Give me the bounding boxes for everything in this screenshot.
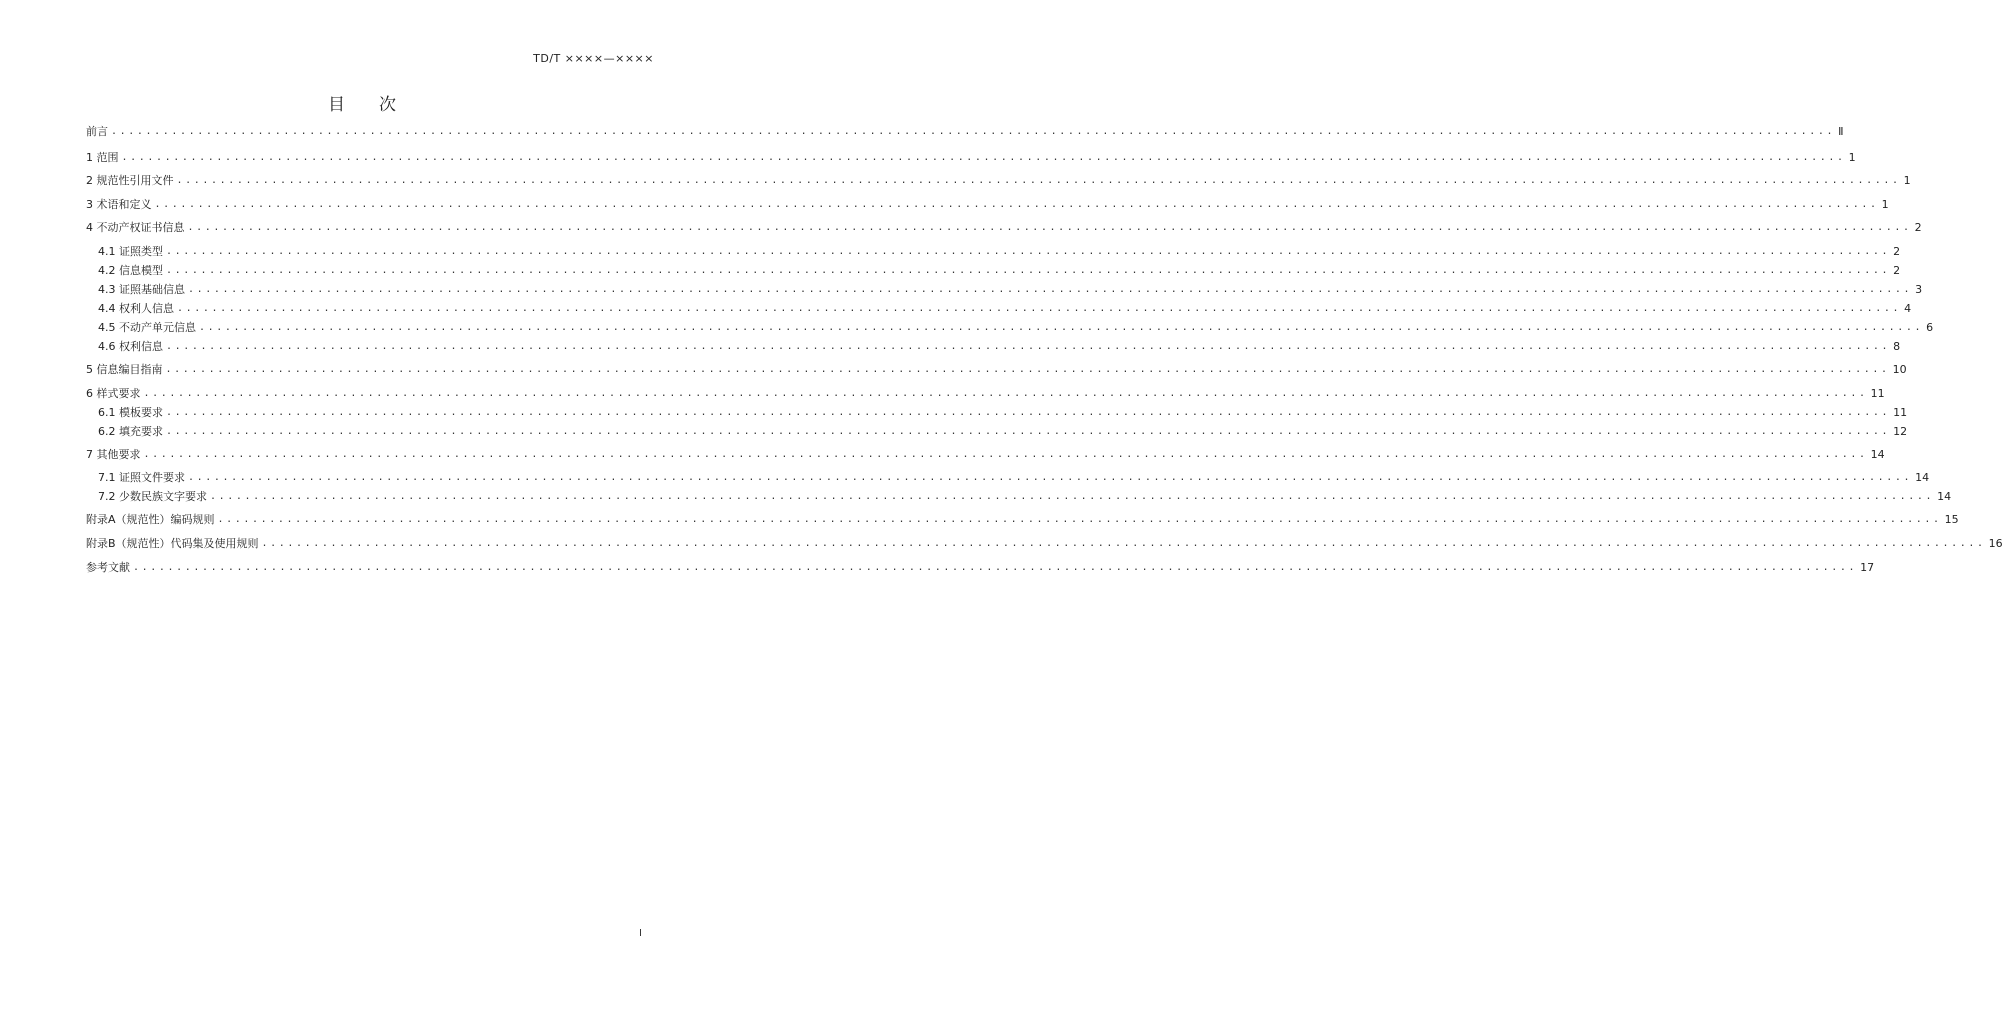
toc-entry-label: 参考文献: [86, 561, 130, 574]
toc-entry[interactable]: [86, 150, 1856, 166]
toc-entry[interactable]: [86, 447, 1885, 463]
toc-leader-dots: ........................................................................................................................................................................................................: [210, 491, 1935, 502]
toc-entry-page: 8: [1893, 340, 1901, 353]
toc-entry-label: 7.2 少数民族文字要求: [98, 490, 207, 503]
page-title: 目次: [328, 95, 430, 115]
toc-leader-dots: ........................................................................................................................................................................................................: [111, 126, 1836, 137]
toc-leader-dots: ........................................................................................................................................................................................................: [188, 284, 1913, 295]
toc-entry-page: 1: [1881, 198, 1889, 211]
toc-leader-dots: ........................................................................................................................................................................................................: [166, 246, 1891, 257]
toc-entry-page: 2: [1914, 221, 1922, 234]
toc-leader-dots: ........................................................................................................................................................................................................: [154, 199, 1879, 210]
toc-entry-label: 4.3 证照基础信息: [98, 283, 185, 296]
toc-entry-label: 1 范围: [86, 151, 119, 164]
toc-entry-page: 17: [1860, 561, 1875, 574]
toc-entry-page: 14: [1915, 471, 1930, 484]
toc-entry-label: 4.2 信息模型: [98, 264, 163, 277]
toc-entry[interactable]: [98, 244, 1901, 260]
toc-entry-label: 4 不动产权证书信息: [86, 221, 185, 234]
toc-entry[interactable]: [86, 173, 1911, 189]
standard-code: TD/T ××××—××××: [533, 52, 654, 65]
toc-entry-page: 16: [1988, 537, 2003, 550]
toc-leader-dots: ........................................................................................................................................................................................................: [166, 426, 1891, 437]
toc-entry[interactable]: [86, 560, 1875, 576]
toc-leader-dots: ........................................................................................................................................................................................................: [143, 388, 1868, 399]
toc-entry-label: 6 样式要求: [86, 387, 141, 400]
toc-entry[interactable]: [86, 536, 2003, 552]
toc-entry[interactable]: [98, 405, 1908, 421]
toc-entry[interactable]: [98, 339, 1901, 355]
toc-leader-dots: ........................................................................................................................................................................................................: [133, 562, 1858, 573]
toc-entry-page: 3: [1915, 283, 1923, 296]
toc-entry-page: 6: [1926, 321, 1934, 334]
toc-leader-dots: ........................................................................................................................................................................................................: [121, 152, 1846, 163]
toc-entry[interactable]: [86, 386, 1885, 402]
toc-leader-dots: ........................................................................................................................................................................................................: [217, 514, 1942, 525]
toc-entry-page: 11: [1893, 406, 1908, 419]
toc-leader-dots: ........................................................................................................................................................................................................: [165, 364, 1890, 375]
toc-entry-label: 7.1 证照文件要求: [98, 471, 185, 484]
toc-entry-label: 前言: [86, 125, 108, 138]
toc-entry[interactable]: [98, 470, 1930, 486]
toc-entry[interactable]: [86, 512, 1959, 528]
toc-entry-page: 10: [1892, 363, 1907, 376]
toc-entry[interactable]: [98, 424, 1908, 440]
toc-entry-page: 14: [1870, 448, 1885, 461]
toc-entry[interactable]: [98, 489, 1952, 505]
toc-entry-label: 3 术语和定义: [86, 198, 152, 211]
toc-entry-label: 4.5 不动产单元信息: [98, 321, 196, 334]
toc-leader-dots: ........................................................................................................................................................................................................: [177, 303, 1902, 314]
toc-entry[interactable]: [98, 320, 1934, 336]
toc-entry-label: 附录B（规范性）代码集及使用规则: [86, 537, 259, 550]
toc-entry-label: 6.2 填充要求: [98, 425, 163, 438]
toc-entry-label: 7 其他要求: [86, 448, 141, 461]
toc-entry-page: 2: [1893, 245, 1901, 258]
toc-entry-page: 11: [1870, 387, 1885, 400]
toc-entry[interactable]: [98, 263, 1901, 279]
toc-leader-dots: ........................................................................................................................................................................................................: [166, 341, 1891, 352]
toc-entry[interactable]: [86, 124, 1844, 140]
toc-entry-label: 4.4 权利人信息: [98, 302, 174, 315]
toc-entry[interactable]: [86, 362, 1907, 378]
toc-entry[interactable]: [98, 282, 1923, 298]
toc-entry[interactable]: [86, 197, 1889, 213]
toc-leader-dots: ........................................................................................................................................................................................................: [166, 407, 1891, 418]
toc-entry-page: 14: [1937, 490, 1952, 503]
toc-leader-dots: ........................................................................................................................................................................................................: [199, 322, 1924, 333]
toc-entry-page: 4: [1904, 302, 1912, 315]
toc-entry[interactable]: [98, 301, 1912, 317]
toc-entry-label: 4.1 证照类型: [98, 245, 163, 258]
toc-entry-page: 1: [1903, 174, 1911, 187]
toc-entry-page: 12: [1893, 425, 1908, 438]
toc-leader-dots: ........................................................................................................................................................................................................: [187, 222, 1912, 233]
toc-leader-dots: ........................................................................................................................................................................................................: [166, 265, 1891, 276]
toc-entry[interactable]: [86, 220, 1922, 236]
toc-entry-page: 2: [1893, 264, 1901, 277]
toc-entry-label: 2 规范性引用文件: [86, 174, 174, 187]
toc-leader-dots: ........................................................................................................................................................................................................: [176, 175, 1901, 186]
toc-entry-label: 6.1 模板要求: [98, 406, 163, 419]
toc-entry-page: Ⅱ: [1838, 125, 1844, 138]
toc-leader-dots: ........................................................................................................................................................................................................: [188, 472, 1913, 483]
toc-leader-dots: ........................................................................................................................................................................................................: [261, 538, 1986, 549]
toc-entry-label: 4.6 权利信息: [98, 340, 163, 353]
toc-entry-label: 5 信息编目指南: [86, 363, 163, 376]
toc-entry-page: 15: [1944, 513, 1959, 526]
toc-entry-label: 附录A（规范性）编码规则: [86, 513, 215, 526]
page-number: I: [639, 928, 642, 939]
toc-leader-dots: ........................................................................................................................................................................................................: [143, 449, 1868, 460]
toc-entry-page: 1: [1848, 151, 1856, 164]
